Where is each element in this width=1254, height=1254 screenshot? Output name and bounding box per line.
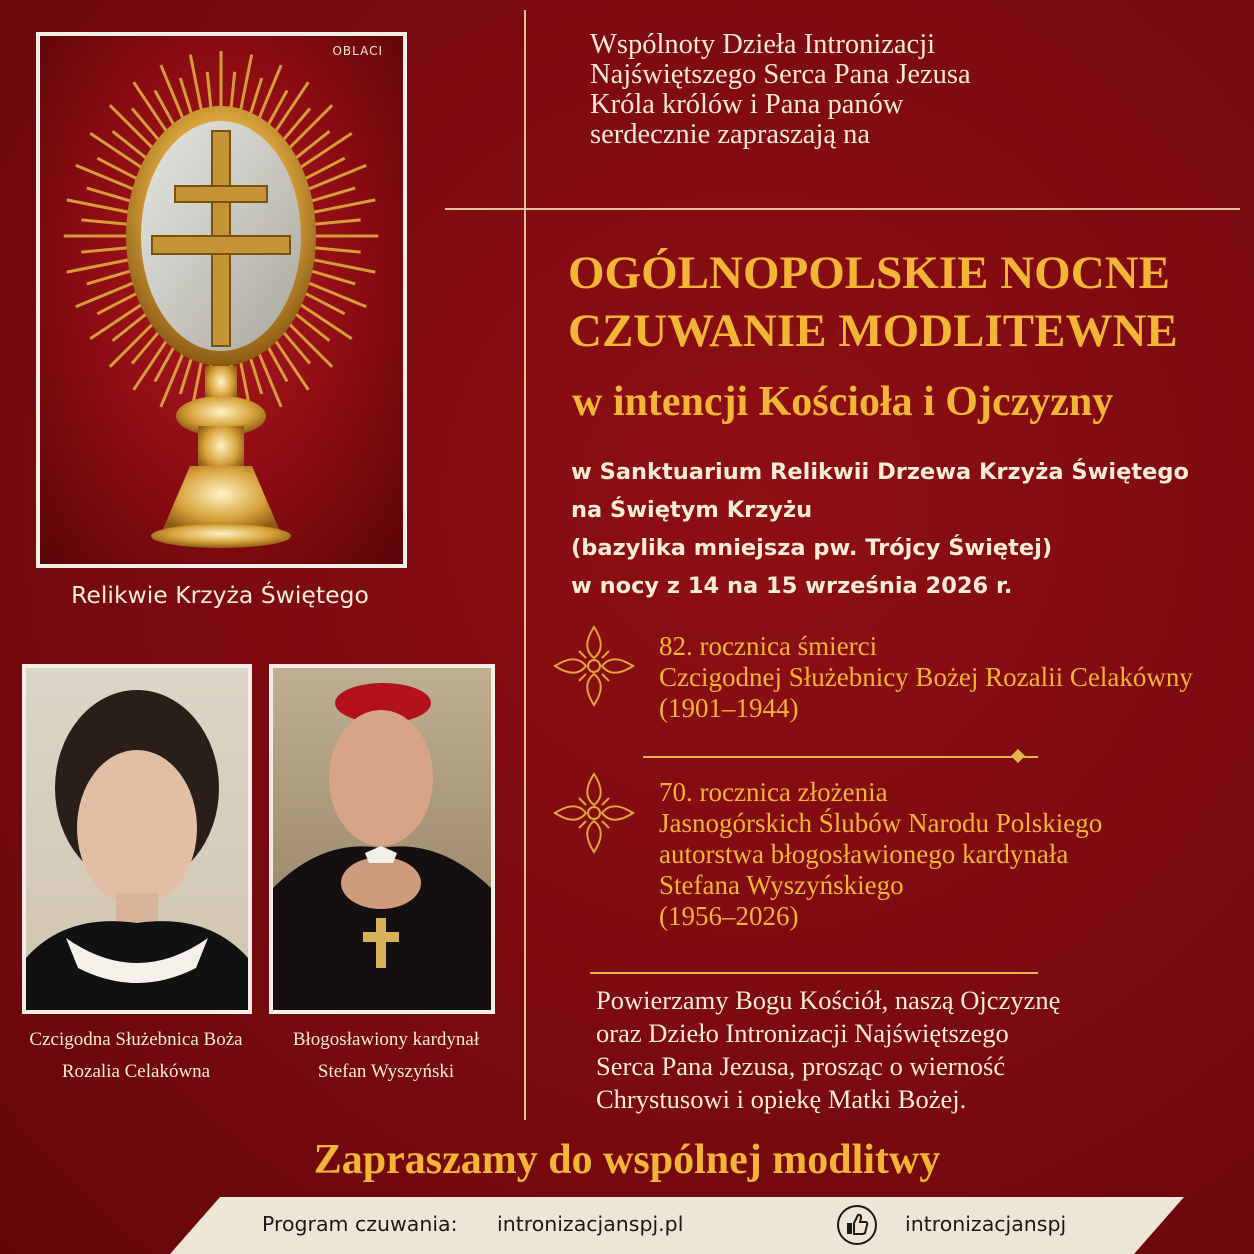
section-divider — [590, 972, 1038, 974]
anniversary-celakowna — [659, 631, 1193, 724]
relic-photo — [36, 32, 407, 568]
portrait1-caption-line2: Rozalia Celakówna — [61, 1061, 211, 1082]
sun-ray — [67, 260, 129, 272]
event-subtitle: w intencji Kościoła i Ojczyzny — [572, 379, 1114, 425]
closing-line4: Chrystusowi i opiekę Matki Bożej. — [596, 1084, 967, 1114]
anniv2-line2: Jasnogórskich Ślubów Narodu Polskiego — [659, 808, 1103, 838]
sun-ray — [67, 200, 129, 212]
place-line2: na Świętym Krzyżu — [571, 497, 813, 523]
relic-caption: Relikwie Krzyża Świętego — [71, 581, 369, 609]
event-title-line1: OGÓLNOPOLSKIE NOCNE — [568, 247, 1170, 299]
anniv2-line5: (1956–2026) — [659, 901, 799, 931]
invitation-slogan: Zapraszamy do wspólnej modlitwy — [313, 1137, 941, 1183]
program-label: Program czuwania: — [262, 1212, 458, 1236]
portrait-rozalia-illustration — [26, 668, 248, 1010]
sun-ray — [161, 65, 185, 123]
sun-ray — [81, 220, 132, 225]
event-title-line2: CZUWANIE MODLITEWNE — [568, 305, 1178, 357]
website-link[interactable]: intronizacjanspj.pl — [497, 1212, 684, 1236]
sun-ray — [306, 188, 355, 202]
sun-ray — [87, 270, 136, 284]
photo-watermark: OBLACI — [332, 44, 383, 58]
portrait1-caption — [10, 1024, 262, 1088]
sun-ray — [314, 260, 376, 272]
reliquary-illustration — [40, 36, 403, 564]
organizers-line2: Najświętszego Serca Pana Jezusa — [590, 59, 971, 90]
thumbs-up-icon[interactable] — [836, 1204, 878, 1246]
anniv1-line1: 82. rocznica śmierci — [659, 631, 878, 661]
ornament-cross-icon — [551, 623, 637, 709]
sun-ray — [161, 349, 185, 407]
sun-ray — [306, 270, 355, 284]
sun-ray — [239, 55, 251, 117]
portrait2-caption-line2: Stefan Wyszyński — [317, 1061, 455, 1082]
organizers-line3: Króla królów i Pana panów — [590, 89, 904, 120]
place-line1: w Sanktuarium Relikwii Drzewa Krzyża Świętego — [571, 459, 1189, 485]
section-divider — [643, 756, 1038, 758]
portrait-wyszynski — [269, 664, 495, 1014]
sun-ray — [76, 165, 134, 189]
portrait-rozalia — [22, 664, 252, 1014]
anniv1-line2: Czcigodnej Służebnicy Bożej Rozalii Celakówny — [659, 662, 1193, 692]
portrait-wyszynski-illustration — [273, 668, 491, 1010]
place-line3: (bazylika mniejsza pw. Trójcy Świętej) — [571, 535, 1053, 561]
portrait1-caption-line1: Czcigodna Służebnica Boża — [29, 1029, 243, 1050]
event-place — [571, 453, 1189, 605]
place-line4: w nocy z 14 na 15 września 2026 r. — [571, 573, 1013, 599]
closing-line3: Serca Pana Jezusa, prosząc o wierność — [596, 1051, 1006, 1081]
social-handle[interactable]: intronizacjanspj — [905, 1212, 1067, 1236]
organizers-line1: Wspólnoty Dzieła Intronizacji — [590, 29, 936, 60]
sun-ray — [76, 283, 134, 307]
sun-ray — [81, 247, 132, 252]
anniv2-line1: 70. rocznica złożenia — [659, 777, 888, 807]
sun-ray — [310, 220, 361, 225]
anniv2-line4: Stefana Wyszyńskiego — [659, 870, 904, 900]
ornament-cross-icon — [551, 770, 637, 856]
sun-ray — [308, 283, 366, 307]
anniv2-line3: autorstwa błogosławionego kardynała — [659, 839, 1069, 869]
sun-ray — [87, 188, 136, 202]
event-title — [568, 244, 1178, 360]
closing-line2: oraz Dzieło Intronizacji Najświętszego — [596, 1018, 1009, 1048]
horizontal-divider — [445, 208, 1240, 210]
diamond-ornament-icon — [1011, 749, 1025, 763]
vertical-divider — [524, 10, 526, 1120]
sun-ray — [257, 65, 281, 123]
sun-ray — [310, 247, 361, 252]
sun-ray — [314, 200, 376, 212]
sun-ray — [257, 349, 281, 407]
portrait2-caption — [264, 1024, 508, 1088]
organizers-text — [590, 30, 971, 150]
organizers-line4: serdecznie zapraszają na — [590, 119, 871, 150]
anniv1-line3: (1901–1944) — [659, 693, 799, 723]
closing-prayer — [596, 984, 1060, 1116]
closing-line1: Powierzamy Bogu Kościół, naszą Ojczyznę — [596, 985, 1061, 1015]
sun-ray — [190, 55, 202, 117]
portrait2-caption-line1: Błogosławiony kardynał — [292, 1029, 480, 1050]
anniversary-jasna-gora — [659, 777, 1102, 932]
sun-ray — [308, 165, 366, 189]
